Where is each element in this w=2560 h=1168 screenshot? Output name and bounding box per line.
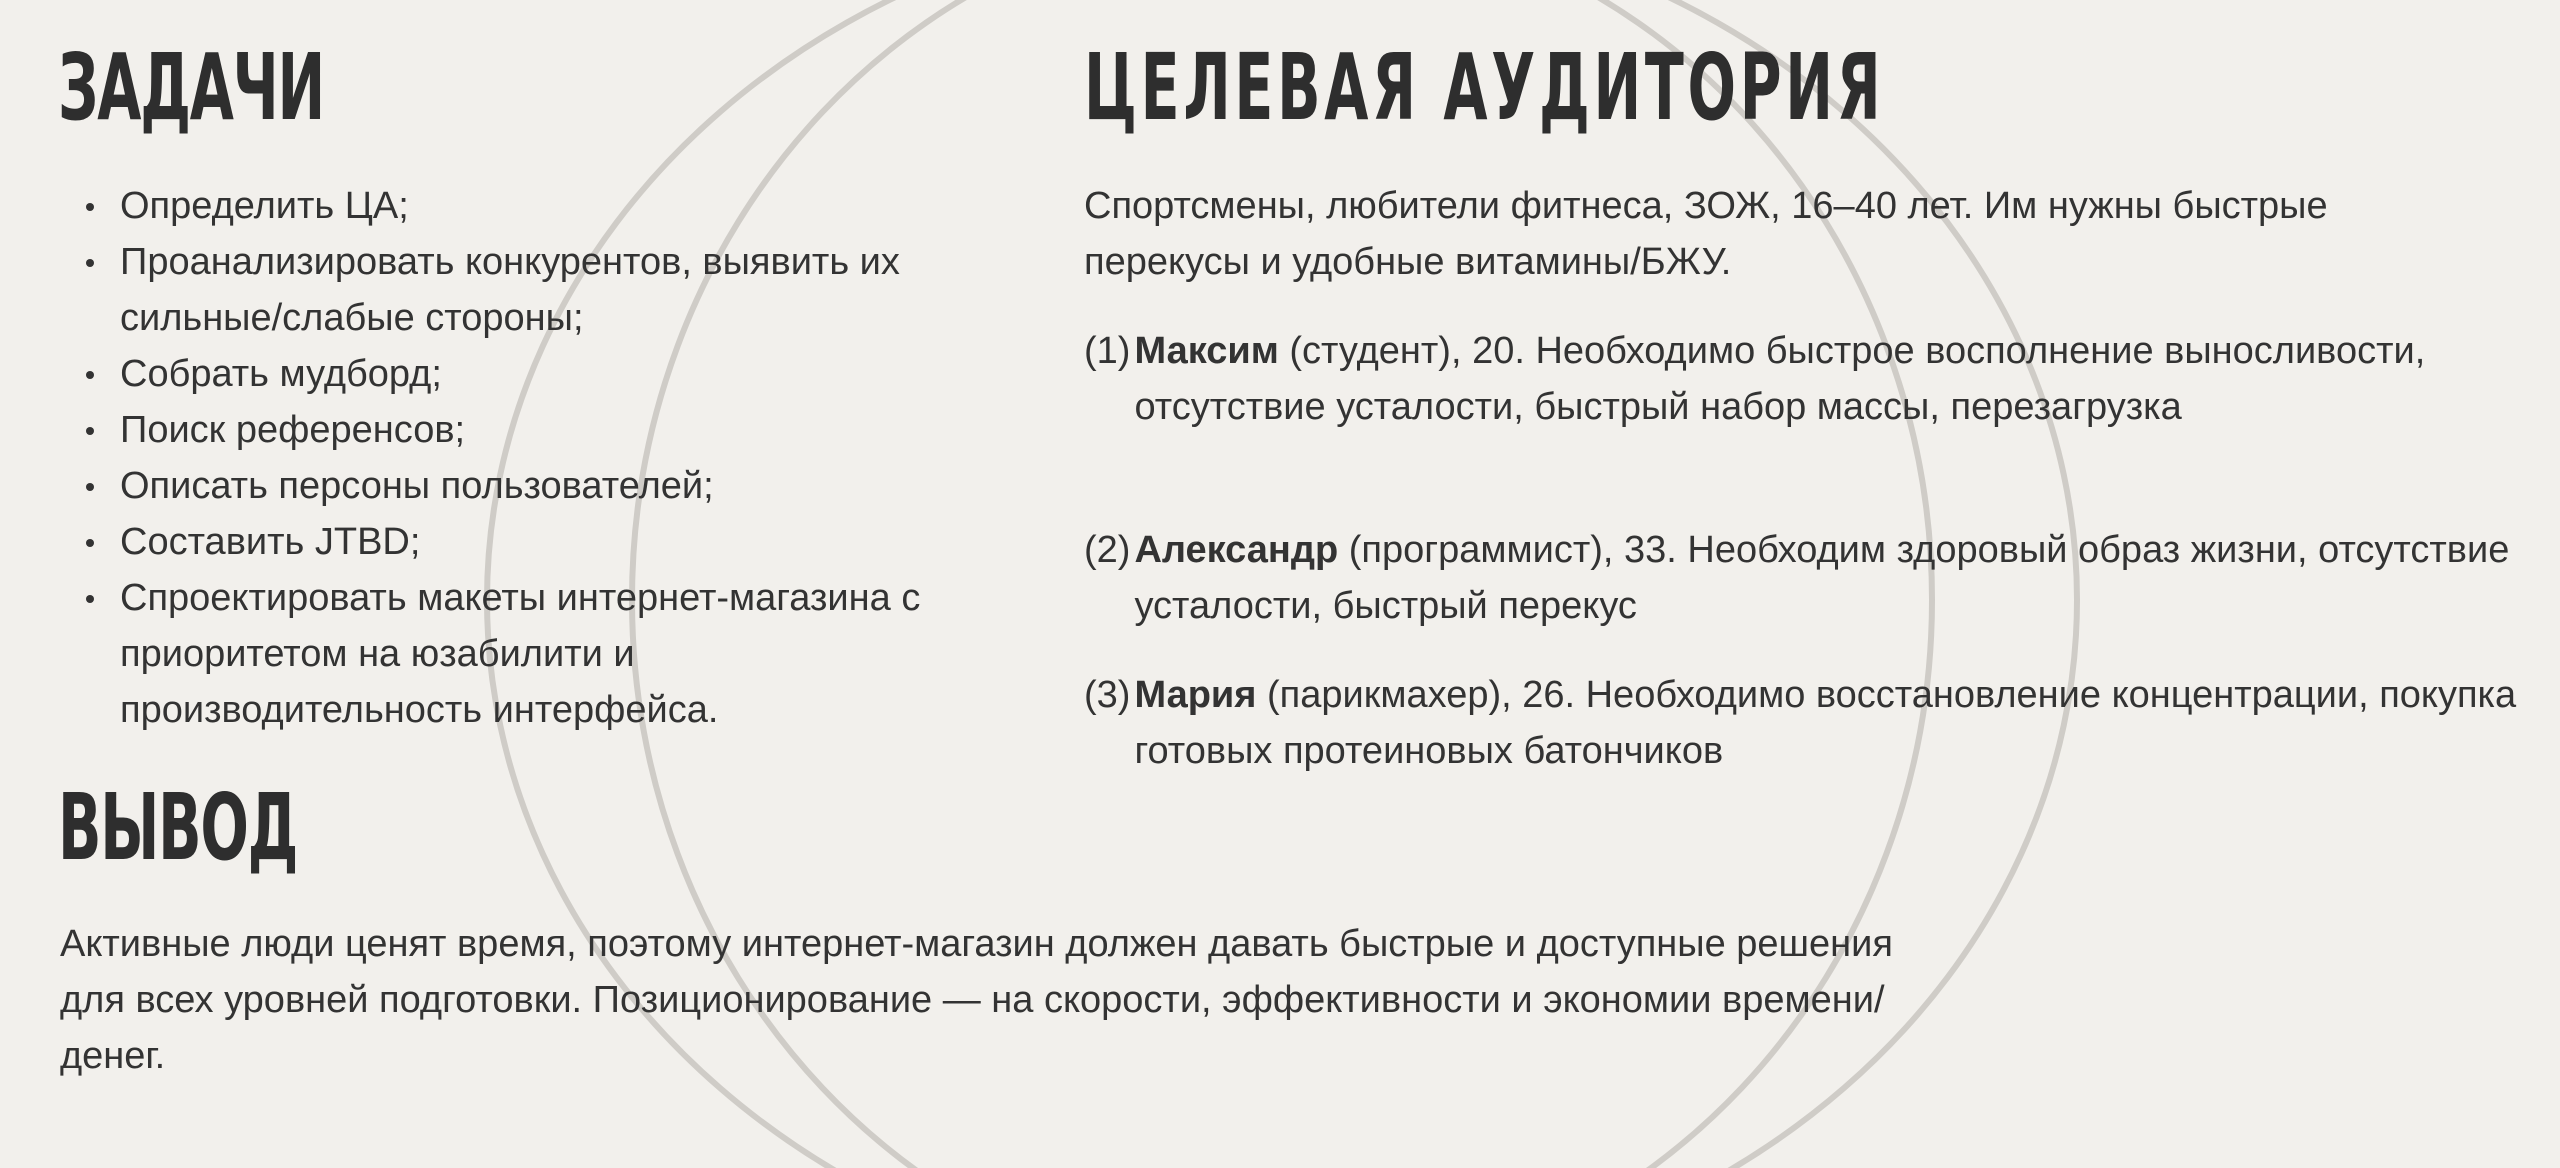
persona-number: (3) bbox=[1084, 674, 1131, 716]
persona-3 bbox=[1084, 667, 2524, 779]
task-item: Описать персоны пользователей; bbox=[120, 458, 1000, 514]
audience-heading: ЦЕЛЕВАЯ АУДИТОРИЯ bbox=[1084, 34, 1885, 141]
task-item: Поиск референсов; bbox=[120, 402, 1000, 458]
persona-description bbox=[1134, 323, 2524, 435]
task-item: Собрать мудборд; bbox=[120, 346, 1000, 402]
task-item: Проанализировать конкурентов, выявить их сильные/слабые стороны; bbox=[120, 234, 1000, 346]
persona-1 bbox=[1084, 323, 2524, 435]
persona-name: Максим bbox=[1134, 330, 1279, 372]
tasks-heading: ЗАДАЧИ bbox=[58, 34, 325, 141]
conclusion-heading: ВЫВОД bbox=[58, 774, 298, 881]
persona-name: Александр bbox=[1134, 529, 1339, 571]
persona-description bbox=[1134, 522, 2524, 634]
persona-details: (парикмахер), 26. Необходимо восстановление концентрации, покупка готовых протеиновых батончиков bbox=[1134, 674, 2517, 772]
task-item: Определить ЦА; bbox=[120, 178, 1000, 234]
conclusion-text: Активные люди ценят время, поэтому интернет-магазин должен давать быстрые и доступные решения для всех уровней подготовки. Позиционирование — на скорости, эффективности и экономии времени/денег. bbox=[60, 923, 1893, 1077]
persona-name: Мария bbox=[1134, 674, 1257, 716]
persona-details: (программист), 33. Необходим здоровый образ жизни, отсутствие усталости, быстрый перекус bbox=[1134, 529, 2510, 627]
persona-description bbox=[1134, 667, 2524, 779]
persona-number: (2) bbox=[1084, 529, 1131, 571]
persona-number: (1) bbox=[1084, 330, 1131, 372]
audience-intro: Спортсмены, любители фитнеса, ЗОЖ, 16–40 лет. Им нужны быстрые перекусы и удобные витамины/БЖУ. bbox=[1084, 185, 2328, 283]
task-item: Составить JTBD; bbox=[120, 514, 1000, 570]
persona-details: (студент), 20. Необходимо быстрое восполнение выносливости, отсутствие усталости, быстрый набор массы, перезагрузка bbox=[1134, 330, 2426, 428]
task-item: Спроектировать макеты интернет-магазина с приоритетом на юзабилити и производительность интерфейса. bbox=[120, 570, 1000, 738]
persona-2 bbox=[1084, 522, 2524, 634]
tasks-list bbox=[60, 178, 1000, 738]
